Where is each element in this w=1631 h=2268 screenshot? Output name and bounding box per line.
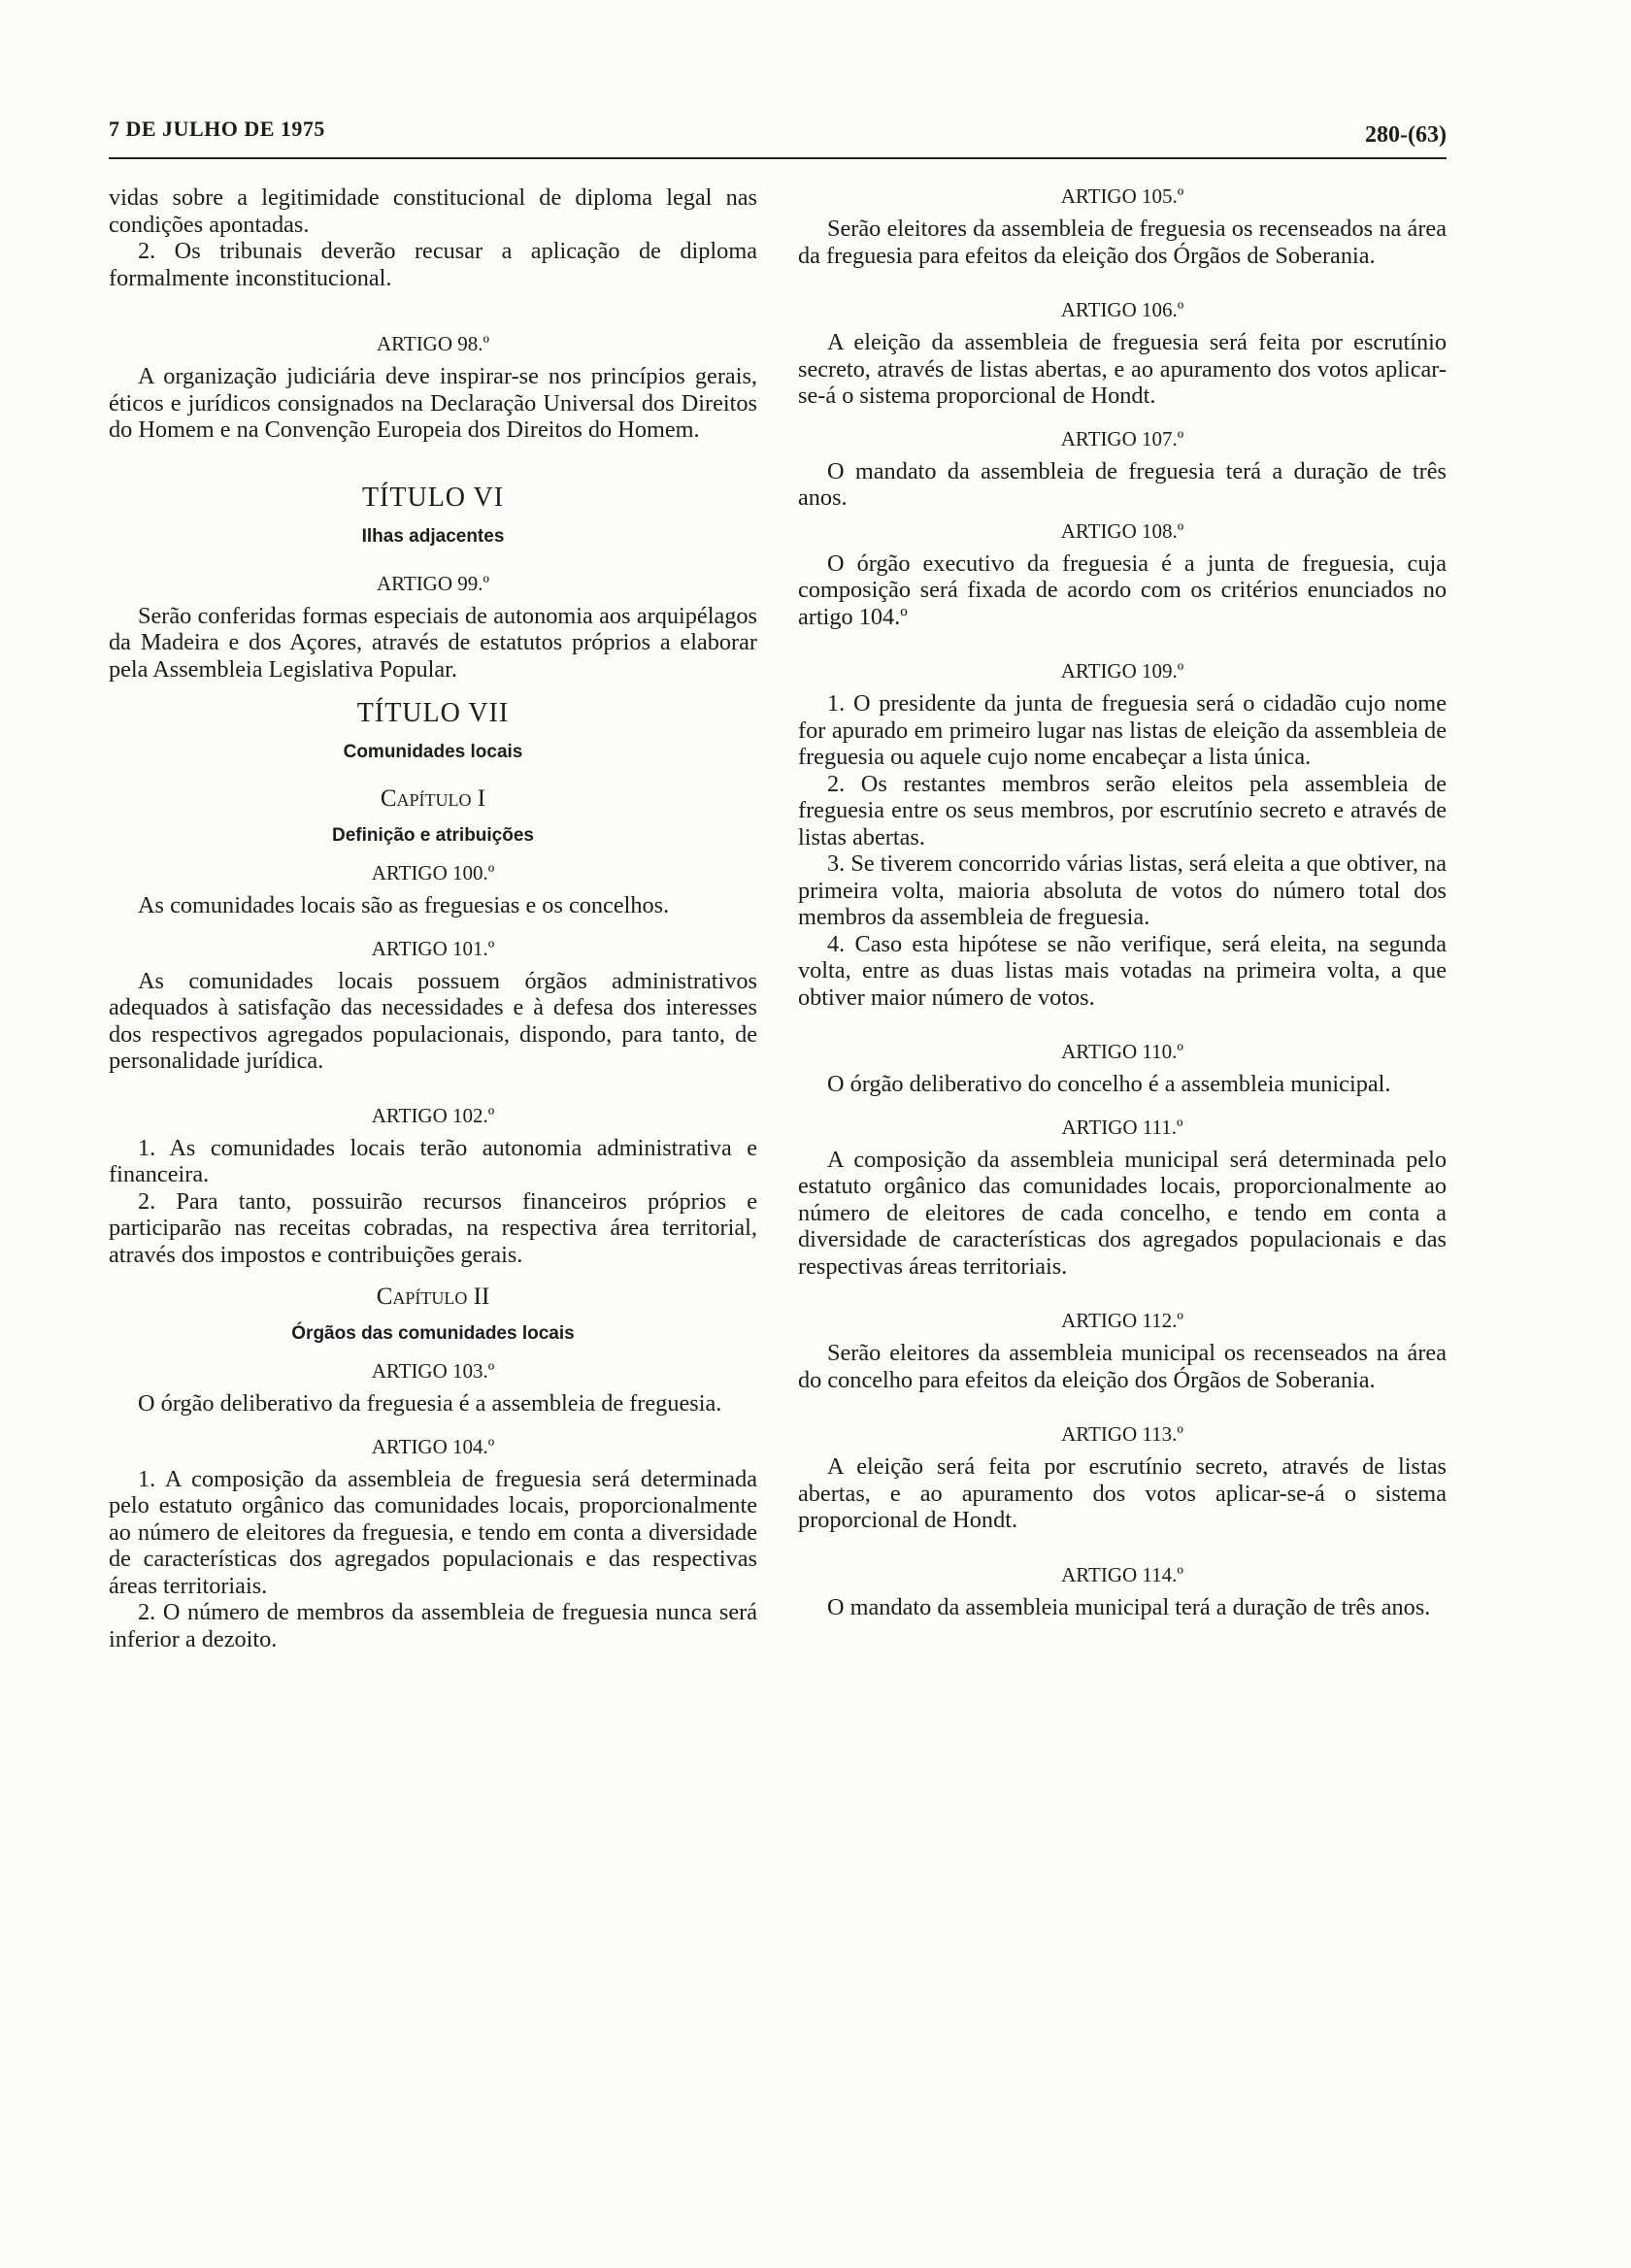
section-subtitle: Ilhas adjacentes bbox=[361, 525, 505, 547]
article-heading: ARTIGO 106.º bbox=[1060, 298, 1184, 321]
article-heading: ARTIGO 99.º bbox=[376, 571, 490, 595]
article-heading: ARTIGO 112.º bbox=[1061, 1309, 1183, 1332]
paragraph: 3. Se tiverem concorrido várias listas, será eleita a que obtiver, na primeira volta, maioria absoluta de votos do número total dos membros da assembleia de freguesia. bbox=[798, 850, 1447, 930]
paragraph: A eleição da assembleia de freguesia será feita por escrutínio secreto, através de listas abertas, e ao apuramento dos votos aplicar-se-á o sistema proporcional de Hondt. bbox=[798, 329, 1447, 409]
paragraph: O mandato da assembleia municipal terá a duração de três anos. bbox=[827, 1593, 1431, 1620]
header-date: 7 DE JULHO DE 1975 bbox=[109, 117, 325, 141]
paragraph: As comunidades locais são as freguesias e os concelhos. bbox=[138, 892, 670, 918]
paragraph: 2. Os restantes membros serão eleitos pela assembleia de freguesia entre os seus membros, por escrutínio secreto e através de listas abertas. bbox=[798, 770, 1447, 850]
article-heading: ARTIGO 98.º bbox=[376, 332, 490, 355]
chapter-heading: Capítulo I bbox=[380, 785, 486, 812]
article-heading: ARTIGO 107.º bbox=[1060, 426, 1184, 450]
paragraph: 1. O presidente da junta de freguesia será o cidadão cujo nome for apurado em primeiro lugar nas listas de eleição da assembleia de freguesia ou aquele cujo nome encabeçar a lista única. bbox=[798, 690, 1447, 770]
section-subtitle: Comunidades locais bbox=[343, 742, 523, 762]
article-heading: ARTIGO 100.º bbox=[371, 861, 495, 884]
paragraph: A organização judiciária deve inspirar-se nos princípios gerais, éticos e jurídicos consignados na Declaração Universal dos Direitos do Homem e na Convenção Europeia dos Direitos do Homem. bbox=[109, 363, 757, 443]
section-subtitle: Definição e atribuições bbox=[331, 825, 534, 846]
paragraph: O órgão deliberativo da freguesia é a assembleia de freguesia. bbox=[138, 1390, 722, 1417]
article-heading: ARTIGO 110.º bbox=[1061, 1040, 1183, 1063]
paragraph: 4. Caso esta hipótese se não verifique, será eleita, na segunda volta, entre as duas listas mais votadas na primeira volta, a que obtiver maior número de votos. bbox=[798, 930, 1447, 1011]
right-column bbox=[798, 184, 1447, 1620]
chapter-heading: Capítulo II bbox=[376, 1284, 490, 1310]
article-heading: ARTIGO 111.º bbox=[1061, 1115, 1183, 1139]
article-heading: ARTIGO 104.º bbox=[371, 1434, 495, 1458]
paragraph: O mandato da assembleia de freguesia terá a duração de três anos. bbox=[798, 457, 1447, 511]
article-heading: ARTIGO 114.º bbox=[1061, 1562, 1183, 1586]
paragraph: Serão eleitores da assembleia de freguesia os recenseados na área da freguesia para efeitos da eleição dos Órgãos de Soberania. bbox=[798, 216, 1447, 269]
paragraph: A composição da assembleia municipal será determinada pelo estatuto orgânico das comunidades locais, proporcionalmente ao número de eleitores de cada concelho, e tendo em conta a diversidade de características dos agregados populacionais e das respectivas áreas territoriais. bbox=[798, 1146, 1447, 1280]
paragraph: Serão conferidas formas especiais de autonomia aos arquipélagos da Madeira e dos Açores, através de estatutos próprios a elaborar pela Assembleia Legislativa Popular. bbox=[109, 602, 757, 683]
section-subtitle: Órgãos das comunidades locais bbox=[291, 1323, 575, 1344]
title-heading: TÍTULO VI bbox=[361, 482, 505, 513]
article-heading: ARTIGO 103.º bbox=[371, 1359, 495, 1383]
article-heading: ARTIGO 105.º bbox=[1060, 184, 1184, 208]
paragraph: 1. A composição da assembleia de freguesia será determinada pelo estatuto orgânico das comunidades locais, proporcionalmente ao número de eleitores da freguesia, e tendo em conta a diversidade de características dos agregados populacionais e das respectivas áreas territoriais. bbox=[109, 1465, 757, 1599]
left-column bbox=[109, 184, 757, 1652]
paragraph: vidas sobre a legitimidade constitucional de diploma legal nas condições apontadas. bbox=[109, 184, 757, 238]
article-heading: ARTIGO 108.º bbox=[1060, 518, 1184, 543]
paragraph: 2. Para tanto, possuirão recursos financeiros próprios e participarão nas receitas cobradas, na respectiva área territorial, através dos impostos e contribuições gerais. bbox=[109, 1187, 757, 1268]
header-page-number: 280-(63) bbox=[1365, 122, 1447, 148]
paragraph: Serão eleitores da assembleia municipal os recenseados na área do concelho para efeitos da eleição dos Órgãos de Soberania. bbox=[798, 1340, 1447, 1393]
article-heading: ARTIGO 113.º bbox=[1061, 1422, 1183, 1446]
title-heading: TÍTULO VII bbox=[356, 698, 510, 728]
paragraph: O órgão executivo da freguesia é a junta de freguesia, cuja composição será fixada de acordo com os critérios enunciados no artigo 104.º bbox=[798, 550, 1447, 630]
paragraph: A eleição será feita por escrutínio secreto, através de listas abertas, e ao apuramento dos votos aplicar-se-á o sistema proporcional de Hondt. bbox=[798, 1453, 1447, 1533]
paragraph: O órgão deliberativo do concelho é a assembleia municipal. bbox=[827, 1071, 1391, 1097]
article-heading: ARTIGO 102.º bbox=[371, 1103, 495, 1127]
paragraph: As comunidades locais possuem órgãos administrativos adequados à satisfação das necessidades e à defesa dos interesses dos respectivos agregados populacionais, dispondo, para tanto, de personalidade jurídica. bbox=[109, 967, 757, 1074]
article-heading: ARTIGO 109.º bbox=[1060, 659, 1184, 683]
page-header bbox=[109, 109, 1447, 159]
paragraph: 2. O número de membros da assembleia de freguesia nunca será inferior a dezoito. bbox=[109, 1599, 757, 1652]
article-heading: ARTIGO 101.º bbox=[371, 936, 495, 960]
paragraph: 1. As comunidades locais terão autonomia administrativa e financeira. bbox=[109, 1134, 757, 1187]
paragraph: 2. Os tribunais deverão recusar a aplicação de diploma formalmente inconstitucional. bbox=[109, 238, 757, 291]
